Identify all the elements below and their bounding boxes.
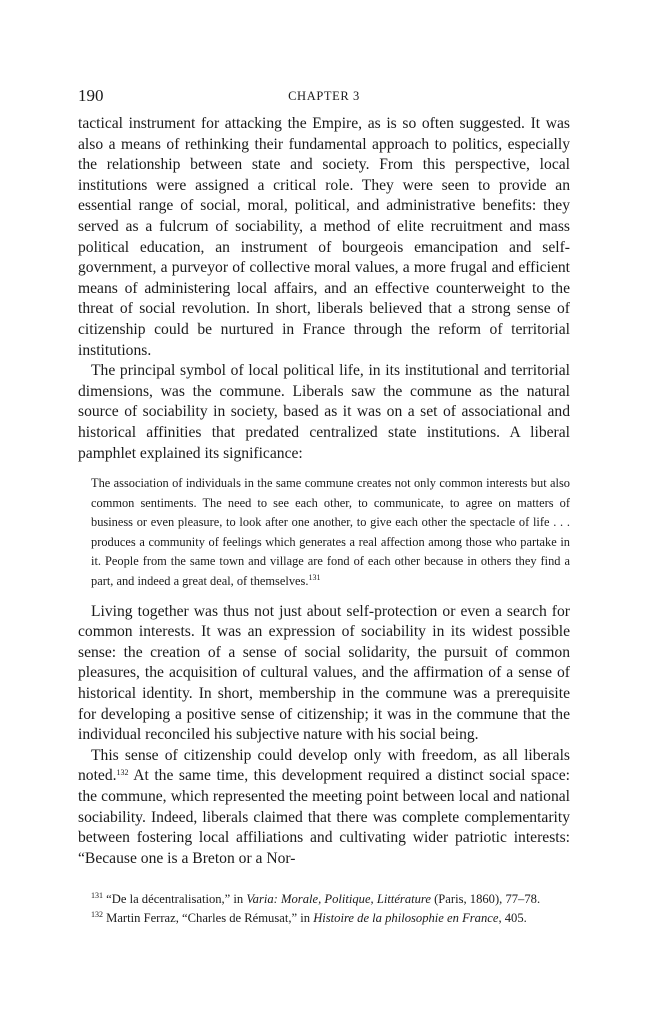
- paragraph-4-text-b: At the same time, this development required a distinct social space: the commune, which represented the meeting point between local and national sociability. Indeed, liberals claimed that there was complete complementarity between fostering local affiliations and cultivating wider patriotic interests: “Because one is a Breton or a Nor-: [78, 767, 570, 867]
- footnote-text: Martin Ferraz, “Charles de Rémusat,” in: [103, 910, 314, 925]
- paragraph-2: The principal symbol of local political life, in its institutional and territorial dimensions, was the commune. Liberals saw the commune as the natural source of sociability in society, based as it was on a set of associational and historical affinities that predated centralized state institutions. A liberal pamphlet explained its significance:: [78, 362, 570, 462]
- book-page: [78, 86, 570, 927]
- footnotes: [78, 890, 570, 927]
- paragraph-3: Living together was thus not just about self-protection or even a search for common interests. It was an expression of sociability in its widest possible sense: the creation of a sense of social solidarity, the pursuit of common pleasures, the acquisition of cultural values, and the affirmation of a sense of historical identity. In short, membership in the commune was a prerequisite for developing a positive sense of citizenship; it was in the commune that the individual reconciled his subjective nature with his social being.: [78, 602, 570, 744]
- footnote-text-tail: , 405.: [498, 910, 527, 925]
- page-header: [78, 86, 570, 108]
- footnote-131: [78, 890, 570, 909]
- running-head: CHAPTER 3: [288, 89, 360, 103]
- footnote-title: Varia: Morale, Politique, Littérature: [246, 892, 431, 907]
- footnote-ref-131: 131: [308, 573, 321, 583]
- paragraph-1: tactical instrument for attacking the Empire, as is so often suggested. It was also a means of rethinking their fundamental approach to politics, especially the relationship between state and society. From this perspective, local institutions were assigned a critical role. They were seen to provide an essential range of social, moral, political, and administrative benefits: they served as a fulcrum of sociability, a method of elite recruitment and mass political education, an instrument of bourgeois emancipation and self-government, a purveyor of collective moral values, a more frugal and efficient means of administering local affairs, and an effective counterweight to the threat of social revolution. In short, liberals believed that a strong sense of citizenship could be nurtured in France through the reform of territorial institutions.: [78, 115, 570, 359]
- footnote-title: Histoire de la philosophie en France: [313, 910, 499, 925]
- block-quote: [91, 474, 570, 592]
- page-number: 190: [78, 86, 104, 105]
- footnote-number: 131: [91, 891, 103, 901]
- footnote-132: [78, 909, 570, 928]
- footnote-number: 132: [91, 909, 103, 919]
- footnote-text-tail: (Paris, 1860), 77–78.: [430, 892, 541, 907]
- footnote-ref-132: 132: [116, 768, 129, 778]
- block-quote-text: The association of individuals in the same commune creates not only common interests but also common sentiments. The need to see each other, to communicate, to agree on matters of business or even pleasure, to look after one another, to give each other the spectacle of life . . . produces a community of feelings which generates a real affection among those who partake in it. People from the same town and village are fond of each other because in others they find a part, and indeed a great deal, of themselves.: [91, 476, 570, 589]
- paragraph-4: [78, 746, 570, 870]
- paragraph-4-text-a: This sense of citizenship could develop only with freedom, as all liberals noted.: [78, 746, 570, 785]
- footnote-text: “De la décentralisation,” in: [103, 892, 247, 907]
